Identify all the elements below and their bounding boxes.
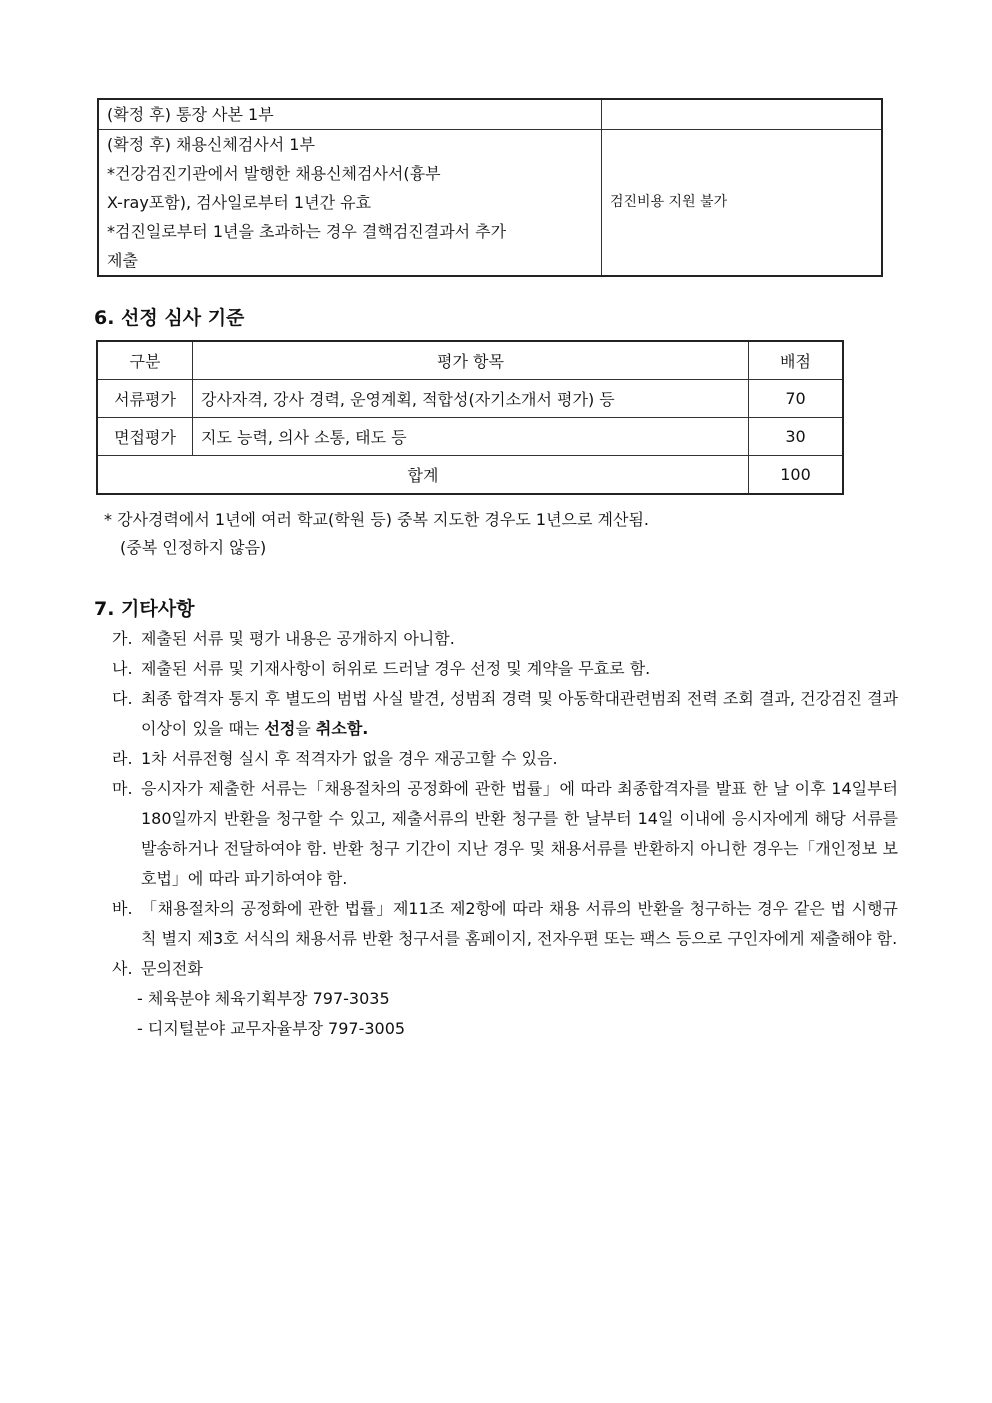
- misc-items-list: [112, 624, 898, 1044]
- contact-item: - 디지털분야 교무자율부장 797-3005: [137, 1019, 406, 1038]
- total-label: 합계: [97, 456, 749, 495]
- item-text: 제출된 서류 및 기재사항이 허위로 드러날 경우 선정 및 계약을 무효로 함.: [141, 659, 651, 678]
- section-7-title: 7. 기타사항: [94, 598, 195, 620]
- row-category: 서류평가: [97, 380, 193, 418]
- item-text: 「채용절차의 공정화에 관한 법률」제11조 제2항에 따라 채용 서류의 반환을 청구하는 경우 같은 법 시행규칙 별지 제3호 서식의 채용서류 반환 청구서를 홈페이지, 전자우편 또는 팩스 등으로 구인자에게 제출해야 함.: [141, 899, 898, 948]
- item-text: 1차 서류전형 실시 후 적격자가 없을 경우 재공고할 수 있음.: [141, 749, 558, 768]
- table-row: [98, 99, 882, 130]
- row-score: 30: [749, 418, 844, 456]
- list-item: [112, 684, 898, 744]
- document-item: [98, 99, 602, 130]
- list-item: [112, 954, 898, 1044]
- document-line: 제출: [107, 251, 138, 270]
- contact-item: - 체육분야 체육기획부장 797-3035: [137, 989, 390, 1008]
- table-row: [97, 418, 843, 456]
- item-text: 제출된 서류 및 평가 내용은 공개하지 아니함.: [141, 629, 455, 648]
- list-item: [112, 624, 898, 654]
- criteria-table: [96, 340, 844, 495]
- item-marker: 마.: [112, 779, 133, 798]
- note-line: (중복 인정하지 않음): [120, 538, 267, 557]
- item-text: 최종 합격자 통지 후 별도의 범법 사실 발견, 성범죄 경력 및 아동학대관련범죄 전력 조회 결과, 건강검진 결과 이상이 있을 때는: [141, 689, 898, 738]
- list-item: [112, 894, 898, 954]
- table-header-row: [97, 341, 843, 380]
- document-line: *건강검진기관에서 발행한 채용신체검사서(흉부: [107, 164, 441, 183]
- document-line: *검진일로부터 1년을 초과하는 경우 결핵검진결과서 추가: [107, 222, 507, 241]
- table-row: [97, 380, 843, 418]
- header-items: 평가 항목: [193, 341, 749, 380]
- document-item: [98, 130, 602, 277]
- item-marker: 바.: [112, 899, 133, 918]
- documents-table: [97, 98, 883, 277]
- item-marker: 사.: [112, 959, 133, 978]
- document-remark: 검진비용 지원 불가: [602, 130, 883, 277]
- row-score: 70: [749, 380, 844, 418]
- table-total-row: [97, 456, 843, 495]
- item-marker: 나.: [112, 659, 133, 678]
- document-line: X-ray포함), 검사일로부터 1년간 유효: [107, 193, 372, 212]
- item-marker: 가.: [112, 629, 133, 648]
- document-line: (확정 후) 채용신체검사서 1부: [107, 135, 315, 154]
- document-remark: [602, 99, 883, 130]
- item-text: 문의전화: [141, 959, 203, 978]
- row-items: 지도 능력, 의사 소통, 태도 등: [193, 418, 749, 456]
- section-6-title: 6. 선정 심사 기준: [94, 307, 245, 329]
- row-items: 강사자격, 강사 경력, 운영계획, 적합성(자기소개서 평가) 등: [193, 380, 749, 418]
- list-item: [112, 744, 898, 774]
- row-category: 면접평가: [97, 418, 193, 456]
- item-marker: 다.: [112, 689, 133, 708]
- list-item: [112, 774, 898, 894]
- note-line: * 강사경력에서 1년에 여러 학교(학원 등) 중복 지도한 경우도 1년으로 계산됨.: [104, 510, 650, 529]
- header-score: 배점: [749, 341, 844, 380]
- item-text: 응시자가 제출한 서류는「채용절차의 공정화에 관한 법률」에 따라 최종합격자를 발표 한 날 이후 14일부터 180일까지 반환을 청구할 수 있고, 제출서류의 반환 청구를 한 날부터 14일 이내에 응시자에게 해당 서류를 발송하거나 전달하여야 함. 반환 청구 기간이 지난 경우 및 채용서류를 반환하지 아니한 경우는「개인정보 보호법」에 따라 파기하여야 함.: [141, 779, 898, 888]
- item-bold-text: 선정: [264, 719, 296, 738]
- document-line: (확정 후) 통장 사본 1부: [107, 105, 274, 124]
- table-row: [98, 130, 882, 277]
- item-bold-text: 취소함.: [315, 719, 369, 738]
- item-text: 을: [295, 719, 316, 738]
- item-marker: 라.: [112, 749, 133, 768]
- contact-list: [137, 984, 898, 1044]
- header-category: 구분: [97, 341, 193, 380]
- total-score: 100: [749, 456, 844, 495]
- list-item: [112, 654, 898, 684]
